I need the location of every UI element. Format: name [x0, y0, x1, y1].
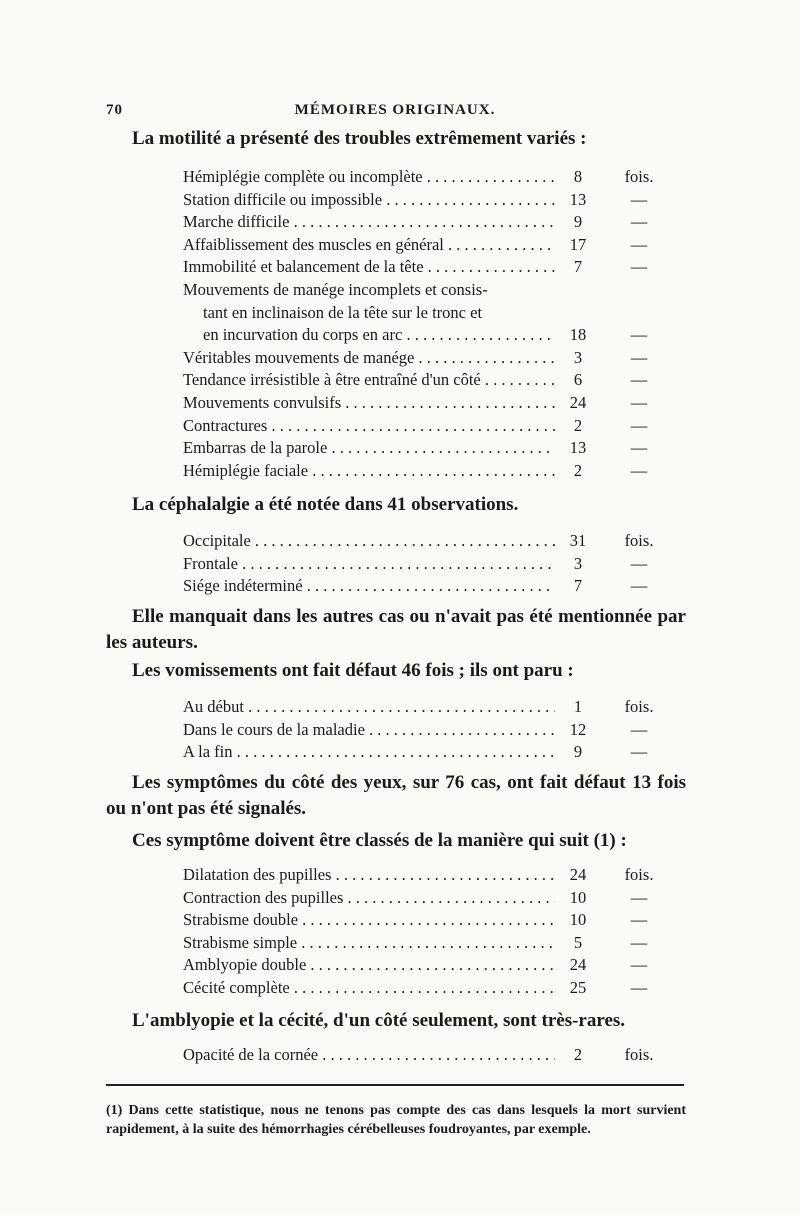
item-label: Station difficile ou impossible . . .: [183, 189, 555, 212]
item-count: 5: [573, 932, 583, 952]
item-count: 7: [573, 257, 583, 277]
list-item: [183, 302, 663, 325]
list-item: [183, 864, 663, 887]
list-item: [183, 977, 663, 1000]
item-count: 9: [573, 212, 583, 232]
list-item: [183, 369, 663, 392]
item-unit: —: [630, 189, 648, 209]
item-count: 2: [573, 460, 583, 480]
list-item: [183, 234, 663, 257]
footnote-rule: [106, 1084, 684, 1086]
item-count: 18: [569, 325, 587, 345]
cephalalgie-intro: La céphalalgie a été notée dans 41 observations.: [132, 494, 519, 515]
item-unit: —: [630, 887, 648, 907]
item-count: 25: [569, 977, 587, 997]
item-label: Contraction des pupilles . . .: [183, 887, 555, 910]
motilite-intro: La motilité a présenté des troubles extrêmement variés :: [132, 128, 587, 149]
item-label: Amblyopie double . . .: [183, 954, 555, 977]
list-item: [183, 460, 663, 483]
list-item: [183, 553, 663, 576]
item-label: Marche difficile . . .: [183, 211, 555, 234]
item-label: tant en inclinaison de la tête sur le tronc et: [203, 302, 483, 322]
item-count: 10: [569, 887, 587, 907]
list-item: [183, 719, 663, 742]
yeux-list: [183, 864, 663, 1000]
list-item: [183, 415, 663, 438]
item-count: 10: [569, 910, 587, 930]
item-unit: fois.: [624, 167, 654, 186]
item-label: Affaiblissement des muscles en général . . .: [183, 234, 555, 257]
item-unit: —: [630, 576, 648, 596]
item-label: Contractures . . .: [183, 415, 555, 438]
item-label: Dilatation des pupilles . . .: [183, 864, 555, 887]
list-item: [183, 909, 663, 932]
list-item: [183, 256, 663, 279]
list-item: [183, 166, 663, 189]
item-count: 2: [573, 415, 583, 435]
running-title: MÉMOIRES ORIGINAUX.: [294, 102, 496, 118]
item-label: Strabisme simple . . .: [183, 932, 555, 955]
item-unit: —: [630, 742, 648, 762]
item-count: 24: [569, 392, 587, 412]
list-item: [183, 279, 663, 302]
item-count: 31: [569, 531, 587, 550]
yeux-intro-2: Ces symptôme doivent être classés de la manière qui suit (1) :: [132, 830, 627, 851]
yeux-after: L'amblyopie et la cécité, d'un côté seulement, sont très-rares.: [132, 1010, 626, 1031]
list-item: [183, 437, 663, 460]
item-count: 1: [573, 697, 583, 716]
item-unit: —: [630, 977, 648, 997]
item-label: Tendance irrésistible à être entraîné d'un côté . . .: [183, 369, 555, 392]
item-label: Frontale . . .: [183, 553, 555, 576]
item-count: 17: [569, 234, 587, 254]
list-item: [183, 324, 663, 347]
page-number: 70: [106, 102, 123, 118]
list-item: [183, 741, 663, 764]
item-label: Hémiplégie faciale . . .: [183, 460, 555, 483]
vomissements-intro: Les vomissements ont fait défaut 46 fois ; ils ont paru :: [132, 660, 574, 681]
item-unit: fois.: [624, 1045, 654, 1064]
list-item: [183, 887, 663, 910]
item-count: 9: [573, 742, 583, 762]
list-item: [183, 954, 663, 977]
item-unit: —: [630, 392, 648, 412]
cephalalgie-list: [183, 530, 663, 598]
item-count: 8: [573, 167, 583, 186]
item-unit: —: [630, 932, 648, 952]
item-label: Siége indéterminé . . .: [183, 575, 555, 598]
footnote: (1) Dans cette statistique, nous ne tenons pas compte des cas dans lesquels la mort survient rapidement, à la suite des hémorrhagies cérébelleuses foudroyantes, par exemple.: [106, 1103, 686, 1137]
item-unit: —: [630, 347, 648, 367]
item-unit: —: [630, 234, 648, 254]
cephalalgie-after: Elle manquait dans les autres cas ou n'avait pas été mentionnée par les auteurs.: [106, 606, 686, 653]
cornee-list: [183, 1044, 663, 1067]
item-count: 24: [569, 865, 587, 884]
list-item: [183, 392, 663, 415]
item-label: Dans le cours de la maladie . . .: [183, 719, 555, 742]
item-label: Immobilité et balancement de la tête . . .: [183, 256, 555, 279]
item-count: 6: [573, 370, 583, 390]
item-count: 3: [573, 347, 583, 367]
item-count: 24: [569, 955, 587, 975]
item-label: Opacité de la cornée . . .: [183, 1044, 555, 1067]
list-item: [183, 189, 663, 212]
item-count: 3: [573, 553, 583, 573]
list-item: [183, 211, 663, 234]
item-unit: —: [630, 257, 648, 277]
item-unit: —: [630, 415, 648, 435]
item-unit: —: [630, 370, 648, 390]
item-count: 12: [569, 719, 587, 739]
item-label: en incurvation du corps en arc . . .: [203, 324, 555, 347]
list-item: [183, 347, 663, 370]
item-count: 7: [573, 576, 583, 596]
item-unit: —: [630, 955, 648, 975]
running-header: [106, 102, 684, 122]
item-count: 13: [569, 189, 587, 209]
item-label: Strabisme double . . .: [183, 909, 555, 932]
item-unit: —: [630, 438, 648, 458]
item-unit: —: [630, 910, 648, 930]
item-unit: fois.: [624, 697, 654, 716]
item-label: Hémiplégie complète ou incomplète . . .: [183, 166, 555, 189]
list-item: [183, 696, 663, 719]
item-unit: —: [630, 325, 648, 345]
item-count: 2: [573, 1045, 583, 1064]
list-item: [183, 530, 663, 553]
item-unit: fois.: [624, 531, 654, 550]
item-unit: fois.: [624, 865, 654, 884]
item-unit: —: [630, 553, 648, 573]
yeux-intro: Les symptômes du côté des yeux, sur 76 cas, ont fait défaut 13 fois ou n'ont pas été signalés.: [106, 772, 686, 819]
item-unit: —: [630, 212, 648, 232]
item-label: Mouvements convulsifs . . .: [183, 392, 555, 415]
item-unit: —: [630, 460, 648, 480]
item-label: Occipitale . . .: [183, 530, 555, 553]
list-item: [183, 932, 663, 955]
item-label: A la fin . . .: [183, 741, 555, 764]
item-label: Cécité complète . . .: [183, 977, 555, 1000]
list-item: [183, 1044, 663, 1067]
item-label: Embarras de la parole . . .: [183, 437, 555, 460]
motilite-list: [183, 166, 663, 482]
item-unit: —: [630, 719, 648, 739]
item-label: Au début . . .: [183, 696, 555, 719]
item-count: 13: [569, 438, 587, 458]
item-label: Véritables mouvements de manége . . .: [183, 347, 555, 370]
item-label: Mouvements de manége incomplets et consis-: [183, 279, 488, 299]
vomissements-list: [183, 696, 663, 764]
list-item: [183, 575, 663, 598]
